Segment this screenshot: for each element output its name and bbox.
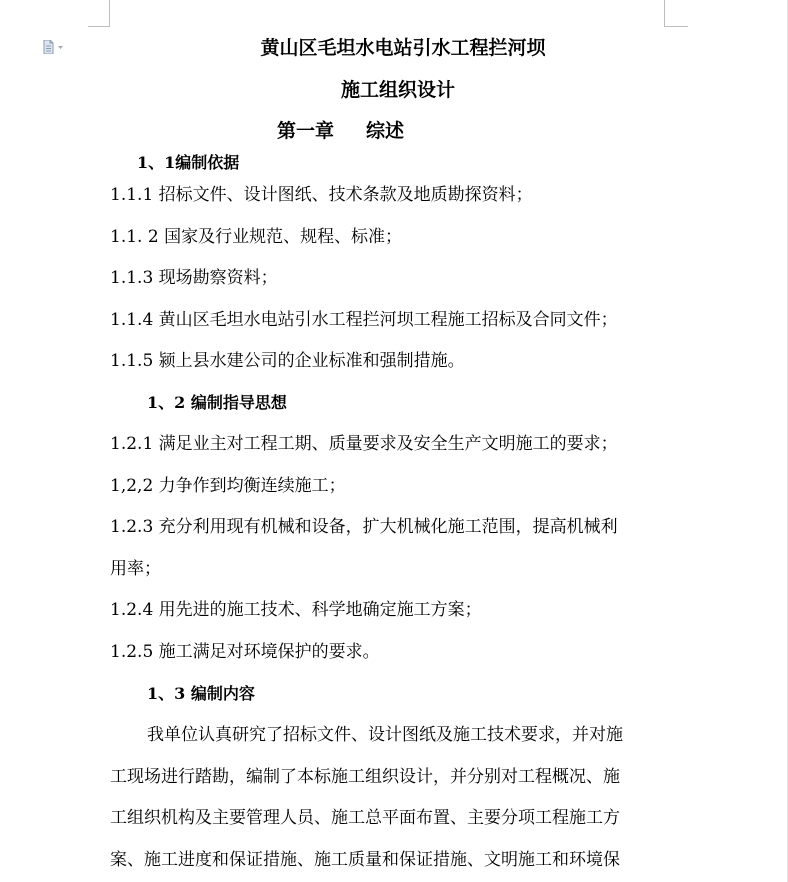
list-item: 1.1.4 黄山区毛坦水电站引水工程拦河坝工程施工招标及合同文件；: [110, 310, 618, 330]
document-title: 黄山区毛坦水电站引水工程拦河坝: [260, 37, 546, 59]
document-subtitle: 施工组织设计: [340, 79, 455, 101]
list-item-continuation: 用率；: [110, 559, 161, 579]
chapter-number: 第一章: [277, 120, 335, 142]
section-heading-1-1: 1、1编制依据: [137, 153, 240, 172]
paragraph-line: 案、施工进度和保证措施、施工质量和保证措施、文明施工和环境保: [110, 850, 620, 870]
list-item: 1,2,2 力争作到均衡连续施工；: [110, 476, 346, 496]
paragraph-line: 我单位认真研究了招标文件、设计图纸及施工技术要求，并对施: [147, 725, 623, 745]
chapter-heading: [277, 121, 404, 141]
list-item: 1.1.1 招标文件、设计图纸、技术条款及地质勘探资料；: [110, 185, 533, 205]
list-item: 1.2.3 充分利用现有机械和设备，扩大机械化施工范围，提高机械利: [110, 517, 618, 537]
list-item: 1.2.5 施工满足对环境保护的要求。: [110, 642, 380, 662]
list-item: 1.1. 2 国家及行业规范、规程、标准；: [110, 227, 403, 247]
paragraph-line: 工现场进行踏勘，编制了本标施工组织设计，并分别对工程概况、施: [110, 767, 620, 787]
list-item: 1.1.3 现场勘察资料；: [110, 268, 278, 288]
list-item: 1.1.5 颍上县水建公司的企业标准和强制措施。: [110, 351, 465, 371]
section-heading-1-2: 1、2 编制指导思想: [147, 393, 287, 412]
paragraph-line: 工组织机构及主要管理人员、施工总平面布置、主要分项工程施工方: [110, 808, 620, 828]
list-item: 1.2.1 满足业主对工程工期、质量要求及安全生产文明施工的要求；: [110, 434, 618, 454]
chapter-name: 综述: [366, 120, 405, 142]
section-heading-1-3: 1、3 编制内容: [147, 684, 255, 703]
list-item: 1.2.4 用先进的施工技术、科学地确定施工方案；: [110, 600, 482, 620]
